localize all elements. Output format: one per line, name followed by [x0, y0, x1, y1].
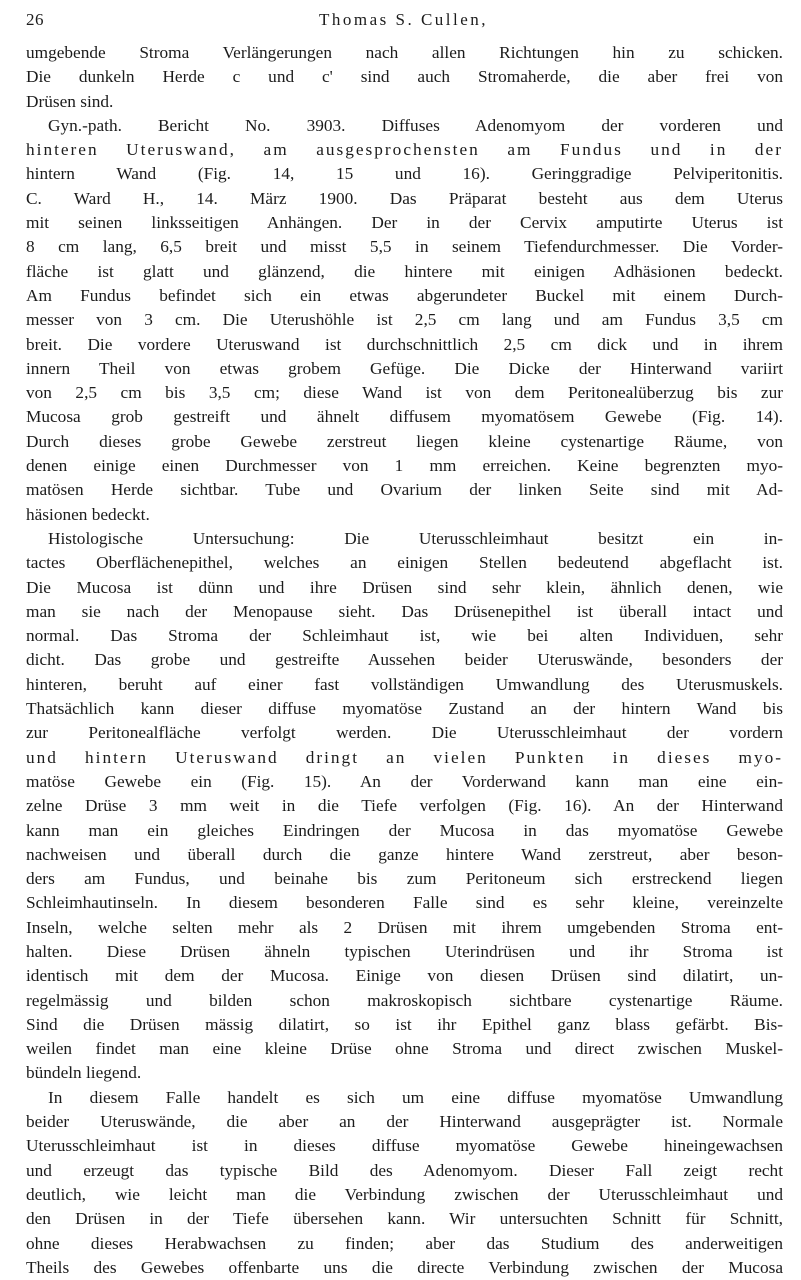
text-line: Theils des Gewebes offenbarte uns die directe Verbindung zwischen der Mucosa [26, 1257, 783, 1277]
text-line: matöse Gewebe ein (Fig. 15). An der Vorderwand kann man eine ein- [26, 771, 783, 791]
text-line: Mucosa grob gestreift und ähnelt diffusem myomatösem Gewebe (Fig. 14). [26, 407, 783, 427]
text-line: messer von 3 cm. Die Uterushöhle ist 2,5 cm lang und am Fundus 3,5 cm [26, 310, 783, 330]
text-line: In diesem Falle handelt es sich um eine diffuse myomatöse Umwandlung [48, 1087, 783, 1107]
text-line: innern Theil von etwas grobem Gefüge. Die Dicke der Hinterwand variirt [26, 358, 783, 378]
text-line: und hintern Uteruswand dringt an vielen Punkten in dieses myo- [26, 747, 783, 767]
body-text [26, 41, 783, 1280]
text-line: tactes Oberflächenepithel, welches an einigen Stellen bedeutend abgeflacht ist. [26, 553, 783, 573]
text-line: Inseln, welche selten mehr als 2 Drüsen mit ihrem umgebenden Stroma ent- [26, 917, 783, 937]
text-line: hinteren, beruht auf einer fast vollständigen Umwandlung des Uterusmuskels. [26, 674, 783, 694]
text-line: Thatsächlich kann dieser diffuse myomatöse Zustand an der hintern Wand bis [26, 699, 783, 719]
text-line: Uterusschleimhaut ist in dieses diffuse myomatöse Gewebe hineingewachsen [26, 1136, 783, 1156]
text-line: mit seinen linksseitigen Anhängen. Der in der Cervix amputirte Uterus ist [26, 213, 783, 233]
text-line: 8 cm lang, 6,5 breit und misst 5,5 in seinem Tiefendurchmesser. Die Vorder- [26, 237, 783, 257]
text-line: fläche ist glatt und glänzend, die hintere mit einigen Adhäsionen bedeckt. [26, 261, 783, 281]
text-line: hintern Wand (Fig. 14, 15 und 16). Geringgradige Pelviperitonitis. [26, 164, 783, 184]
text-line: dicht. Das grobe und gestreifte Aussehen beider Uteruswände, besonders der [26, 650, 783, 670]
text-line: Gyn.-path. Bericht No. 3903. Diffuses Adenomyom der vorderen und [48, 115, 783, 135]
text-line: umgebende Stroma Verlängerungen nach allen Richtungen hin zu schicken. [26, 43, 783, 62]
text-line: Histologische Untersuchung: Die Uterusschleimhaut besitzt ein in- [48, 528, 783, 548]
running-head: Thomas S. Cullen, [318, 10, 489, 29]
text-line: man sie nach der Menopause sieht. Das Drüsenepithel ist überall intact und [26, 601, 783, 621]
page-header [26, 10, 781, 36]
text-line: beider Uteruswände, die aber an der Hinterwand ausgeprägter ist. Normale [26, 1112, 783, 1132]
text-line: Die dunkeln Herde c und c' sind auch Stromaherde, die aber frei von [26, 67, 783, 87]
text-line: von 2,5 cm bis 3,5 cm; diese Wand ist von dem Peritonealüberzug bis zur [26, 383, 783, 403]
text-line: Schleimhautinseln. In diesem besonderen Falle sind es sehr kleine, vereinzelte [26, 893, 783, 913]
text-line: C. Ward H., 14. März 1900. Das Präparat besteht aus dem Uterus [26, 188, 783, 208]
text-line: zelne Drüse 3 mm weit in die Tiefe verfolgen (Fig. 16). An der Hinterwand [26, 796, 783, 816]
text-line: normal. Das Stroma der Schleimhaut ist, wie bei alten Individuen, sehr [26, 626, 783, 646]
text-line: ohne dieses Herabwachsen zu finden; aber das Studium des anderweitigen [26, 1233, 783, 1253]
text-line: nachweisen und überall durch die ganze hintere Wand zerstreut, aber beson- [26, 844, 783, 864]
text-line: regelmässig und bilden schon makroskopisch sichtbare cystenartige Räume. [26, 990, 783, 1010]
text-line: denen einige einen Durchmesser von 1 mm erreichen. Keine begrenzten myo- [26, 456, 783, 476]
text-line: den Drüsen in der Tiefe übersehen kann. Wir untersuchten Schnitt für Schnitt, [26, 1209, 783, 1229]
text-line: kann man ein gleiches Eindringen der Mucosa in das myomatöse Gewebe [26, 820, 783, 840]
text-line: breit. Die vordere Uteruswand ist durchschnittlich 2,5 cm dick und in ihrem [26, 334, 783, 354]
text-line: deutlich, wie leicht man die Verbindung zwischen der Uterusschleimhaut und [26, 1184, 783, 1204]
text-line: zur Peritonealfläche verfolgt werden. Die Uterusschleimhaut der vordern [26, 723, 783, 743]
text-line: halten. Diese Drüsen ähneln typischen Uterindrüsen und ihr Stroma ist [26, 941, 783, 961]
text-line: bündeln liegend. [26, 1063, 142, 1083]
text-line: Durch dieses grobe Gewebe zerstreut liegen kleine cystenartige Räume, von [26, 431, 783, 451]
text-line: Sind die Drüsen mässig dilatirt, so ist ihr Epithel ganz blass gefärbt. Bis- [26, 1014, 783, 1034]
text-line: Am Fundus befindet sich ein etwas abgerundeter Buckel mit einem Durch- [26, 285, 783, 305]
page-number: 26 [26, 10, 44, 29]
text-line: Die Mucosa ist dünn und ihre Drüsen sind sehr klein, ähnlich denen, wie [26, 577, 783, 597]
text-line: hinteren Uteruswand, am ausgesprochensten am Fundus und in der [26, 140, 783, 160]
text-line: und erzeugt das typische Bild des Adenomyom. Dieser Fall zeigt recht [26, 1160, 783, 1180]
text-line: weilen findet man eine kleine Drüse ohne Stroma und direct zwischen Muskel- [26, 1039, 783, 1059]
text-line: häsionen bedeckt. [26, 504, 150, 524]
text-line: matösen Herde sichtbar. Tube und Ovarium der linken Seite sind mit Ad- [26, 480, 783, 500]
text-line: Drüsen sind. [26, 91, 114, 111]
text-line: ders am Fundus, und beinahe bis zum Peritoneum sich erstreckend liegen [26, 869, 783, 889]
text-line: identisch mit dem der Mucosa. Einige von diesen Drüsen sind dilatirt, un- [26, 966, 783, 986]
